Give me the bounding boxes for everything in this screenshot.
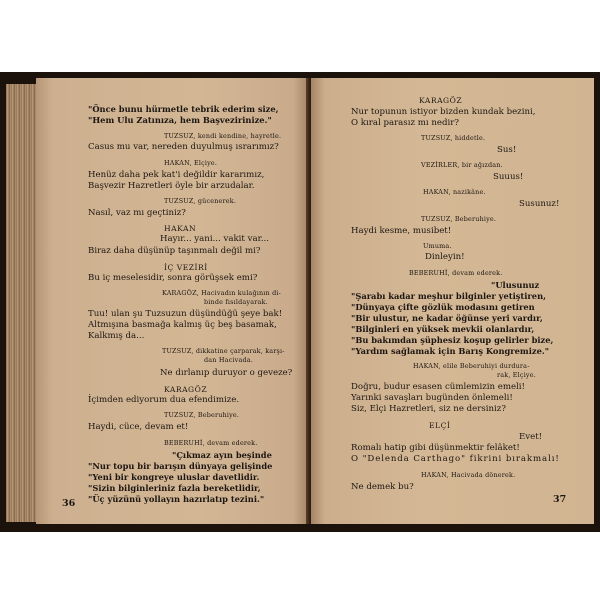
dialogue-line: Bu iç meselesidir, sonra görüşsek emi? — [88, 273, 258, 283]
stage-direction: HAKAN, Hacivada dönerek. — [421, 471, 516, 479]
open-book — [0, 72, 600, 532]
stage-direction: HAKAN, elile Beberuhiyi durdura- — [413, 362, 530, 370]
dialogue-line: Sus! — [497, 145, 517, 155]
dialogue-line: Kalkmış da... — [88, 331, 145, 341]
dialogue-line: Ne demek bu? — [351, 482, 414, 492]
verse-line: "Yardım sağlamak için Barış Kongremize." — [351, 346, 550, 356]
stage-direction: TUZSUZ, dikkatine çarparak, karşı- — [162, 347, 285, 355]
verse-line: "Ulusunuz — [491, 280, 540, 290]
character-name: İÇ VEZİRİ — [164, 263, 208, 272]
dialogue-line: Nur topunun istiyor bizden kundak bezini, — [351, 107, 536, 117]
stage-direction: binde fısıldayarak. — [204, 298, 268, 306]
verse-line: "Nur topu bir barışın dünyaya gelişinde — [88, 461, 273, 471]
dialogue-line: Hayır... yani... vakit var... — [160, 234, 269, 244]
stage-direction: TUZSUZ, hiddetle. — [421, 134, 486, 142]
stage-direction: Umuma. — [423, 242, 452, 250]
stage-direction: TUZSUZ, Beberuhiye. — [421, 215, 497, 223]
dialogue-line: Altmışına basmağa kalmış üç beş basamak, — [88, 320, 277, 330]
left-page — [36, 78, 310, 524]
page-number: 37 — [553, 494, 567, 505]
dialogue-line: Haydi, cüce, devam et! — [88, 422, 189, 432]
dialogue-line: Yarınki savaşları bugünden önlemeli! — [351, 393, 513, 403]
dialogue-line: Nasıl, vaz mı geçtiniz? — [88, 208, 186, 218]
dialogue-line: O "Delenda Carthago" fikrini bırakmalı! — [351, 454, 560, 464]
dialogue-line: Casus mu var, nereden duyulmuş ısrarımız? — [88, 142, 279, 152]
verse-line: "Önce bunu hürmetle tebrik ederim size, — [88, 104, 279, 114]
stage-direction: HAKAN, Elçiye. — [164, 159, 218, 167]
verse-line: "Bu bakımdan şüphesiz koşup gelirler bize, — [351, 335, 554, 345]
page-number: 36 — [62, 498, 76, 509]
stage-direction: TUZSUZ, Beberuhiye. — [164, 411, 240, 419]
dialogue-line: Dinleyin! — [425, 252, 465, 262]
stage-direction: TUZSUZ, gücenerek. — [164, 197, 237, 205]
dialogue-line: Tuu! ulan şu Tuzsuzun düşündüğü şeye bak! — [88, 309, 283, 319]
stage-direction: BEBERUHİ, devam ederek. — [164, 439, 258, 447]
dialogue-line: Romalı hatip gibi düşünmektir felâket! — [351, 443, 520, 453]
stage-direction: TUZSUZ, kendi kendine, hayretle. — [164, 132, 282, 140]
stage-direction: BEBERUHİ, devam ederek. — [409, 269, 503, 277]
verse-line: "Bilginleri en yüksek mevkii olanlardır, — [351, 324, 535, 334]
verse-line: "Çıkmaz ayın beşinde — [172, 450, 272, 460]
dialogue-line: Başvezir Hazretleri öyle bir arzudalar. — [88, 181, 255, 191]
dialogue-line: Susunuz! — [519, 199, 560, 209]
dialogue-line: Henüz daha pek kat'i değildir kararımız, — [88, 170, 265, 180]
dialogue-line: İçimden ediyorum dua efendimize. — [88, 395, 240, 405]
dialogue-line: Suuus! — [493, 172, 524, 182]
right-page — [311, 78, 594, 524]
verse-line: "Yeni bir kongreye uluslar davetlidir. — [88, 472, 260, 482]
character-name: KARAGÖZ — [164, 385, 208, 394]
dialogue-line: Ne dırlanıp duruyor o geveze? — [160, 368, 293, 378]
verse-line: "Sizin bilginleriniz fazla bereketlidir, — [88, 483, 261, 493]
verse-line: "Dünyaya çifte gözlük modasını getiren — [351, 302, 535, 312]
character-name: KARAGÖZ — [419, 96, 463, 105]
character-name: HAKAN — [164, 224, 197, 233]
verse-line: "Hem Ulu Zatınıza, hem Başvezirinize." — [88, 115, 272, 125]
stage-direction: dan Hacivada. — [204, 356, 254, 364]
dialogue-line: Siz, Elçi Hazretleri, siz ne dersiniz? — [351, 404, 506, 414]
stage-direction: VEZİRLER, bir ağızdan. — [421, 161, 503, 169]
dialogue-line: O kıral parasız mı nedir? — [351, 118, 459, 128]
verse-line: "Üç yüzünü yollayın hazırlatıp tezini." — [88, 494, 265, 504]
dialogue-line: Doğru, budur esasen cümlemizin emeli! — [351, 382, 526, 392]
character-name: ELÇİ — [429, 421, 451, 430]
stage-direction: rak, Elçiye. — [497, 371, 536, 379]
dialogue-line: Evet! — [519, 432, 543, 442]
verse-line: "Bir ulustur, ne kadar öğünse yeri vardır, — [351, 313, 543, 323]
dialogue-line: Haydi kesme, musibet! — [351, 226, 452, 236]
stage-direction: KARAGÖZ, Hacivadın kulağının di- — [162, 289, 281, 297]
verse-line: "Şarabı kadar meşhur bilginler yetiştiren, — [351, 291, 546, 301]
stage-direction: HAKAN, nazikâne. — [423, 188, 486, 196]
dialogue-line: Biraz daha düşünüp taşınmalı değil mi? — [88, 246, 261, 256]
page-edges — [6, 84, 36, 522]
